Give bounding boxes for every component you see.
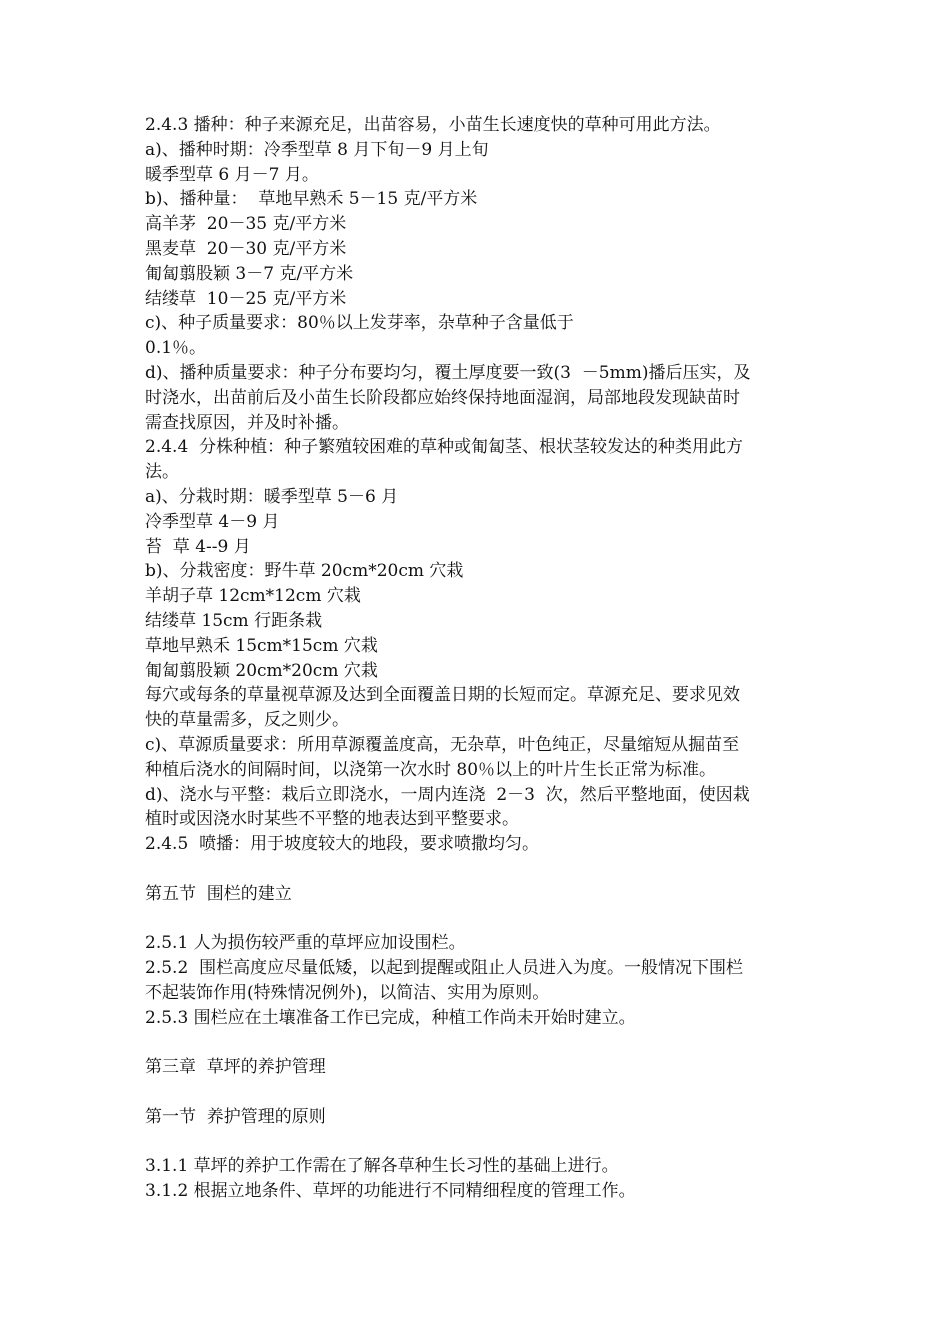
text-line: 2.5.3 围栏应在土壤准备工作已完成，种植工作尚未开始时建立。 (145, 1007, 636, 1028)
text-line: a)、播种时期：冷季型草 8 月下旬－9 月上旬 (145, 139, 489, 160)
text-line: 苔 草 4--9 月 (145, 536, 251, 557)
blank-line (145, 857, 813, 882)
blank-line (145, 1030, 813, 1055)
text-line: 结缕草 15cm 行距条栽 (145, 610, 323, 631)
text-line: d)、浇水与平整：栽后立即浇水，一周内连浇 2－3 次，然后平整地面，使因栽 (145, 784, 750, 805)
text-line: c)、种子质量要求：80％以上发芽率，杂草种子含量低于 (145, 313, 574, 334)
text-line: b)、播种量： 草地早熟禾 5－15 克/平方米 (145, 189, 478, 210)
text-line: 草地早熟禾 15cm*15cm 穴栽 (145, 635, 378, 656)
text-line: 黑麦草 20－30 克/平方米 (145, 238, 347, 259)
text-line: 羊胡子草 12cm*12cm 穴栽 (145, 586, 361, 607)
text-line: 需查找原因，并及时补播。 (145, 412, 349, 433)
text-line: 不起装饰作用(特殊情况例外)，以简洁、实用为原则。 (145, 982, 550, 1003)
text-line: 2.5.1 人为损伤较严重的草坪应加设围栏。 (145, 933, 466, 954)
text-line: 2.4.5 喷播：用于坡度较大的地段，要求喷撒均匀。 (145, 834, 540, 855)
text-line: 法。 (145, 462, 179, 483)
text-line: 匍匐翦股颖 3－7 克/平方米 (145, 263, 354, 284)
section-heading: 第五节 围栏的建立 (145, 883, 292, 904)
text-line: 2.5.2 围栏高度应尽量低矮，以起到提醒或阻止人员进入为度。一般情况下围栏 (145, 958, 744, 979)
text-line: a)、分栽时期：暖季型草 5－6 月 (145, 486, 399, 507)
blank-line (145, 907, 813, 932)
text-line: 3.1.2 根据立地条件、草坪的功能进行不同精细程度的管理工作。 (145, 1181, 636, 1202)
text-line: 匍匐翦股颖 20cm*20cm 穴栽 (145, 660, 378, 681)
text-line: 冷季型草 4－9 月 (145, 511, 280, 532)
document-page (145, 113, 813, 1204)
text-line: 快的草量需多，反之则少。 (145, 710, 349, 731)
chapter-heading: 第三章 草坪的养护管理 (145, 1057, 326, 1078)
section-heading: 第一节 养护管理的原则 (145, 1106, 326, 1127)
text-line: 0.1％。 (145, 338, 207, 359)
text-line: 3.1.1 草坪的养护工作需在了解各草种生长习性的基础上进行。 (145, 1156, 619, 1177)
text-line: 高羊茅 20－35 克/平方米 (145, 214, 347, 235)
text-line: 每穴或每条的草量视草源及达到全面覆盖日期的长短而定。草源充足、要求见效 (145, 685, 740, 706)
text-line: b)、分栽密度：野牛草 20cm*20cm 穴栽 (145, 561, 464, 582)
blank-line (145, 1130, 813, 1155)
text-line: 暖季型草 6 月－7 月。 (145, 164, 319, 185)
text-line: 结缕草 10－25 克/平方米 (145, 288, 347, 309)
text-line: c)、草源质量要求：所用草源覆盖度高，无杂草，叶色纯正，尽量缩短从掘苗至 (145, 734, 740, 755)
text-line: 时浇水，出苗前后及小苗生长阶段都应始终保持地面湿润，局部地段发现缺苗时 (145, 387, 740, 408)
text-line: 植时或因浇水时某些不平整的地表达到平整要求。 (145, 809, 519, 830)
text-line: d)、播种质量要求：种子分布要均匀，覆土厚度要一致(3 －5mm)播后压实，及 (145, 362, 751, 383)
text-line: 2.4.4 分株种植：种子繁殖较困难的草种或匍匐茎、根状茎较发达的种类用此方 (145, 437, 744, 458)
blank-line (145, 1080, 813, 1105)
text-line: 2.4.3 播种：种子来源充足，出苗容易，小苗生长速度快的草种可用此方法。 (145, 115, 721, 135)
text-line: 种植后浇水的间隔时间，以浇第一次水时 80％以上的叶片生长正常为标准。 (145, 759, 717, 780)
